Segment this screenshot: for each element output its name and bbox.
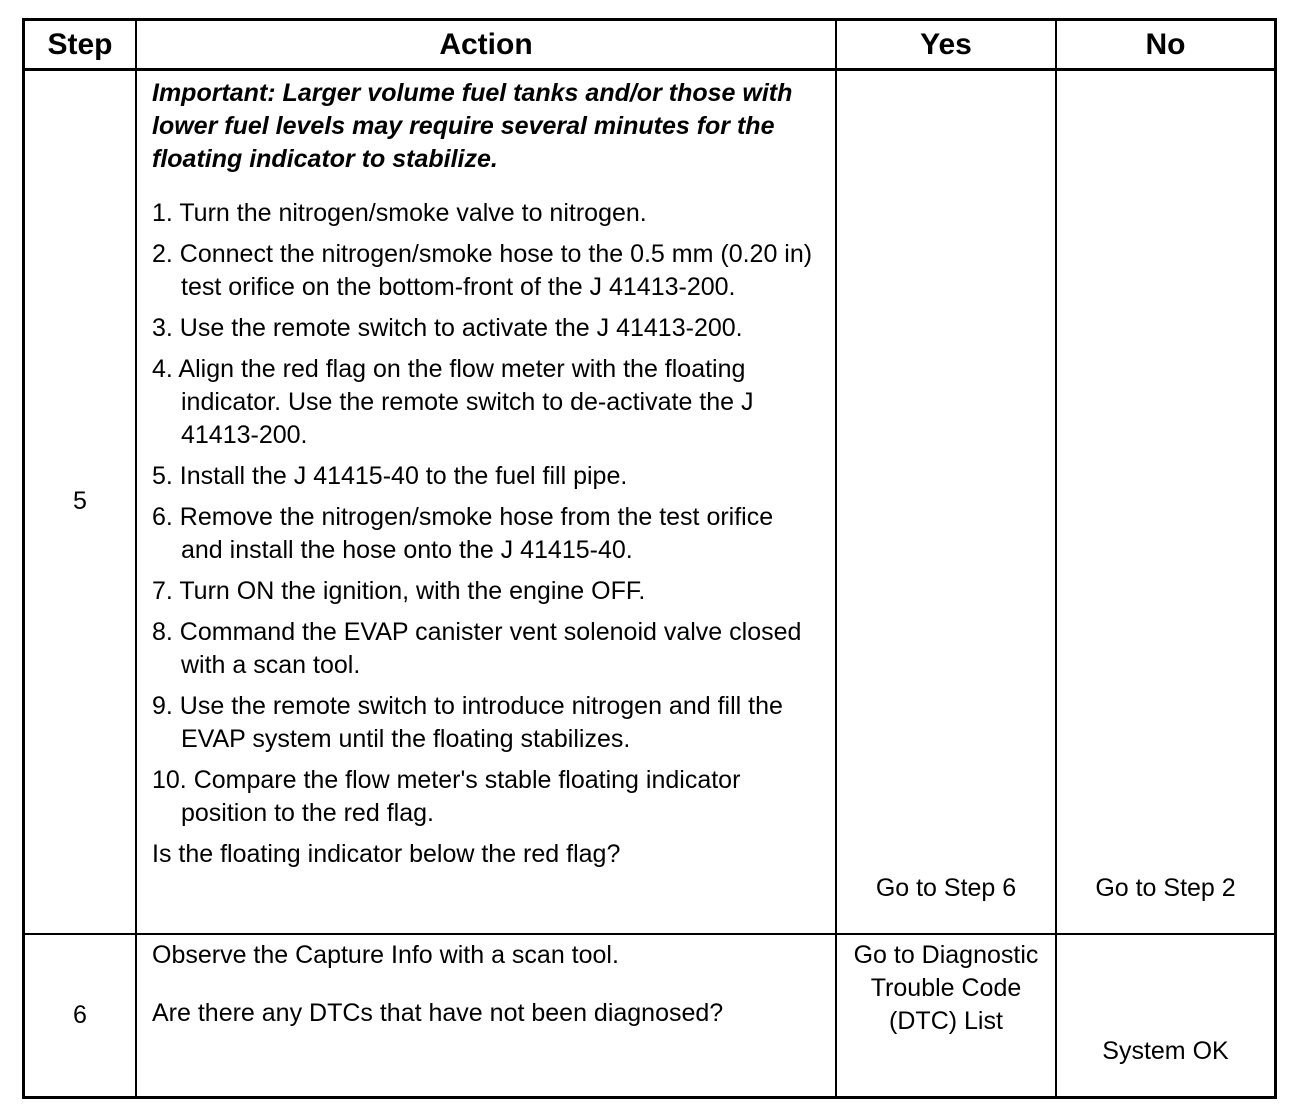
yes-result: Go to Diagnostic Trouble Code (DTC) List	[836, 934, 1056, 1097]
step-question: Are there any DTCs that have not been diagnosed?	[152, 998, 724, 1027]
procedure-step: 8. Command the EVAP canister vent solenoid valve closed with a scan tool.	[152, 618, 802, 679]
step-number: 5	[25, 70, 136, 934]
table-row-step-5	[25, 70, 1274, 934]
procedure-step: 1. Turn the nitrogen/smoke valve to nitrogen.	[152, 199, 647, 227]
no-result: Go to Step 2	[1056, 70, 1274, 934]
header-action: Action	[136, 21, 836, 70]
procedure-step: 9. Use the remote switch to introduce nitrogen and fill the EVAP system until the floating stabilizes.	[152, 692, 783, 753]
important-note: Important: Larger volume fuel tanks and/or those with lower fuel levels may require several minutes for the floating indicator to stabilize.	[152, 79, 793, 173]
yes-result: Go to Step 6	[836, 70, 1056, 934]
diagnostic-table-container	[22, 18, 1277, 1099]
procedure-step: 4. Align the red flag on the flow meter with the floating indicator. Use the remote switch to de-activate the J 41413-200.	[152, 355, 754, 449]
procedure-step: 6. Remove the nitrogen/smoke hose from the test orifice and install the hose onto the J 41415-40.	[152, 503, 774, 564]
header-step: Step	[25, 21, 136, 70]
header-row	[25, 21, 1274, 70]
step-number: 6	[25, 934, 136, 1097]
header-yes: Yes	[836, 21, 1056, 70]
no-result: System OK	[1056, 934, 1274, 1097]
table-row-step-6	[25, 934, 1274, 1097]
procedure-step: 5. Install the J 41415-40 to the fuel fill pipe.	[152, 462, 628, 490]
header-no: No	[1056, 21, 1274, 70]
action-cell	[136, 934, 836, 1097]
diagnostic-table	[25, 21, 1274, 1096]
action-cell	[136, 70, 836, 934]
procedure-step: 2. Connect the nitrogen/smoke hose to the 0.5 mm (0.20 in) test orifice on the bottom-front of the J 41413-200.	[152, 240, 813, 301]
action-instruction: Observe the Capture Info with a scan tool.	[152, 940, 619, 969]
step-question: Is the floating indicator below the red flag?	[152, 840, 621, 868]
procedure-list	[152, 197, 821, 830]
procedure-step: 10. Compare the flow meter's stable floating indicator position to the red flag.	[152, 766, 741, 827]
procedure-step: 3. Use the remote switch to activate the J 41413-200.	[152, 314, 743, 342]
procedure-step: 7. Turn ON the ignition, with the engine OFF.	[152, 577, 646, 605]
